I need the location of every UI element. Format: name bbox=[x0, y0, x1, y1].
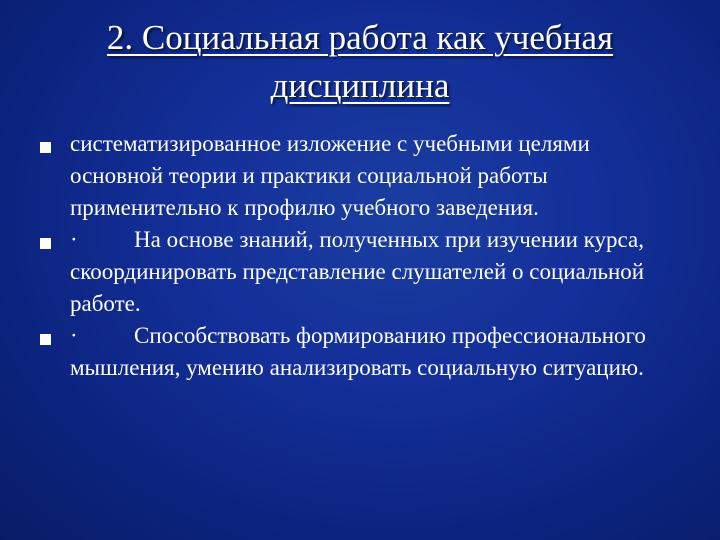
bullet-prefix: · bbox=[70, 227, 78, 252]
bullet-item bbox=[40, 320, 680, 384]
square-bullet-icon bbox=[40, 142, 51, 153]
bullet-list bbox=[40, 128, 680, 384]
square-bullet-icon bbox=[40, 334, 51, 345]
slide-title-line-1: 2. Социальная работа как учебная bbox=[106, 18, 614, 57]
bullet-item bbox=[40, 224, 680, 320]
bullet-text: систематизированное изложение с учебными целями основной теории и практики социальной работы применительно к профилю учебного заведения. bbox=[70, 131, 590, 220]
slide-title-line-2: дисциплина bbox=[270, 66, 450, 105]
slide-title bbox=[40, 14, 680, 110]
bullet-prefix: · bbox=[70, 323, 78, 348]
bullet-text: Способствовать формированию профессионального мышления, умению анализировать социальную ситуацию. bbox=[70, 323, 646, 380]
bullet-text: На основе знаний, полученных при изучении курса, скоординировать представление слушателей о социальной работе. bbox=[70, 227, 645, 316]
square-bullet-icon bbox=[40, 238, 51, 249]
bullet-item bbox=[40, 128, 680, 224]
